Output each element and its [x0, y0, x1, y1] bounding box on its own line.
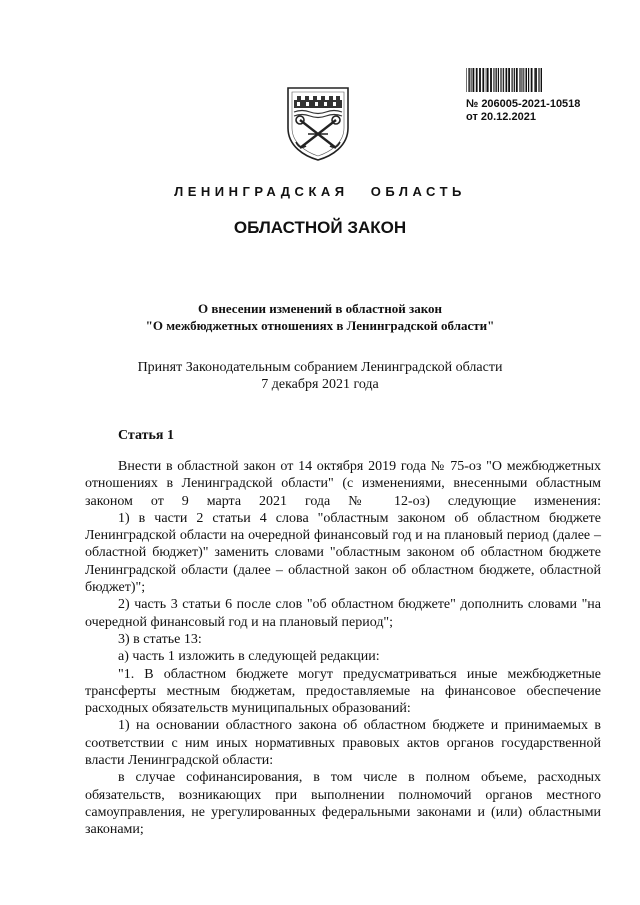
- barcode-bar: [473, 68, 475, 92]
- barcode-bar: [495, 68, 496, 92]
- barcode-bar: [526, 68, 527, 92]
- barcode-bar: [531, 68, 533, 92]
- barcode-bar: [493, 68, 494, 92]
- article-heading: Статья 1: [118, 428, 174, 443]
- barcode-bar: [538, 68, 539, 92]
- law-title-line-1: О внесении изменений в областной закон: [197, 301, 443, 316]
- paragraph-item-2: 2) часть 3 статьи 6 после слов "об областном бюджете" дополнить словами "на очередной финансовый год и на плановый период";: [85, 597, 601, 630]
- barcode-bar: [516, 68, 518, 92]
- paragraph-cofinancing: в случае софинансирования, в том числе в полном объеме, расходных обязательств, возникающих при выполнении полномочий органов местного самоуправления, не урегулированных федеральными законами и (или) областными законами;: [85, 770, 601, 838]
- barcode-bar: [487, 68, 489, 92]
- barcode-bar: [498, 68, 499, 92]
- barcode-bar: [500, 68, 501, 92]
- region-heading: ЛЕНИНГРАДСКАЯ ОБЛАСТЬ: [174, 184, 466, 199]
- barcode-bar: [466, 68, 467, 92]
- barcode-bar: [469, 68, 470, 92]
- barcode-bar: [501, 68, 502, 92]
- article-body: [85, 458, 601, 839]
- registration-number: № 206005-2021-10518: [466, 98, 581, 110]
- barcode-bar: [512, 68, 513, 92]
- barcode-bar: [471, 68, 472, 92]
- adopted-date-line: 7 декабря 2021 года: [261, 377, 379, 392]
- law-title-line-2: "О межбюджетных отношениях в Ленинградской области": [145, 318, 495, 333]
- coat-of-arms-emblem: [284, 84, 352, 162]
- barcode-bar: [521, 68, 522, 92]
- barcode-bar: [535, 68, 537, 92]
- paragraph-quote-1-1: 1) на основании областного закона об областном бюджете и принимаемых в соответствии с ним иных нормативных правовых актов органов государственной власти Ленинградской области:: [85, 718, 601, 769]
- barcode-bar: [514, 68, 515, 92]
- adopted-by-line: Принят Законодательным собранием Ленинградской области: [137, 360, 503, 375]
- barcode-bar: [508, 68, 510, 92]
- paragraph-quote-1: "1. В областном бюджете могут предусматриваться иные межбюджетные трансферты местным бюджетам, предоставляемые на финансовое обеспечение расходных обязательств муниципальных образований:: [85, 666, 601, 717]
- barcode-bar: [541, 68, 542, 92]
- barcode: [466, 68, 542, 92]
- registration-date: от 20.12.2021: [466, 111, 536, 123]
- barcode-bar: [520, 68, 521, 92]
- barcode-bar: [505, 68, 506, 92]
- barcode-bar: [496, 68, 497, 92]
- barcode-bar: [468, 68, 469, 92]
- barcode-bar: [523, 68, 524, 92]
- barcode-bar: [506, 68, 507, 92]
- barcode-bar: [479, 68, 481, 92]
- barcode-bar: [519, 68, 520, 92]
- barcode-bar: [528, 68, 529, 92]
- barcode-bar: [534, 68, 535, 92]
- barcode-bar: [503, 68, 504, 92]
- law-type-heading: ОБЛАСТНОЙ ЗАКОН: [233, 218, 407, 237]
- paragraph-item-1: 1) в части 2 статьи 4 слова "областным законом об областном бюджете Ленинградской области на очередной финансовый год и на плановый период (далее – областной бюджет)" заменить словами "областным законом об областном бюджете Ленинградской области (далее – областной закон об областном бюджете, областной бюджет)";: [85, 510, 601, 596]
- paragraph-item-3: 3) в статье 13:: [118, 631, 202, 647]
- paragraph-item-3a: а) часть 1 изложить в следующей редакции:: [118, 649, 380, 665]
- barcode-bar: [486, 68, 487, 92]
- barcode-bar: [476, 68, 478, 92]
- paragraph-intro: Внести в областной закон от 14 октября 2019 года № 75-оз "О межбюджетных отношениях в Ленинградской области" (с изменениями, внесенными областным законом от 9 марта 2021 года № 12-оз) следующие изменения:: [85, 459, 601, 509]
- barcode-bar: [490, 68, 492, 92]
- barcode-bar: [525, 68, 526, 92]
- barcode-bar: [482, 68, 484, 92]
